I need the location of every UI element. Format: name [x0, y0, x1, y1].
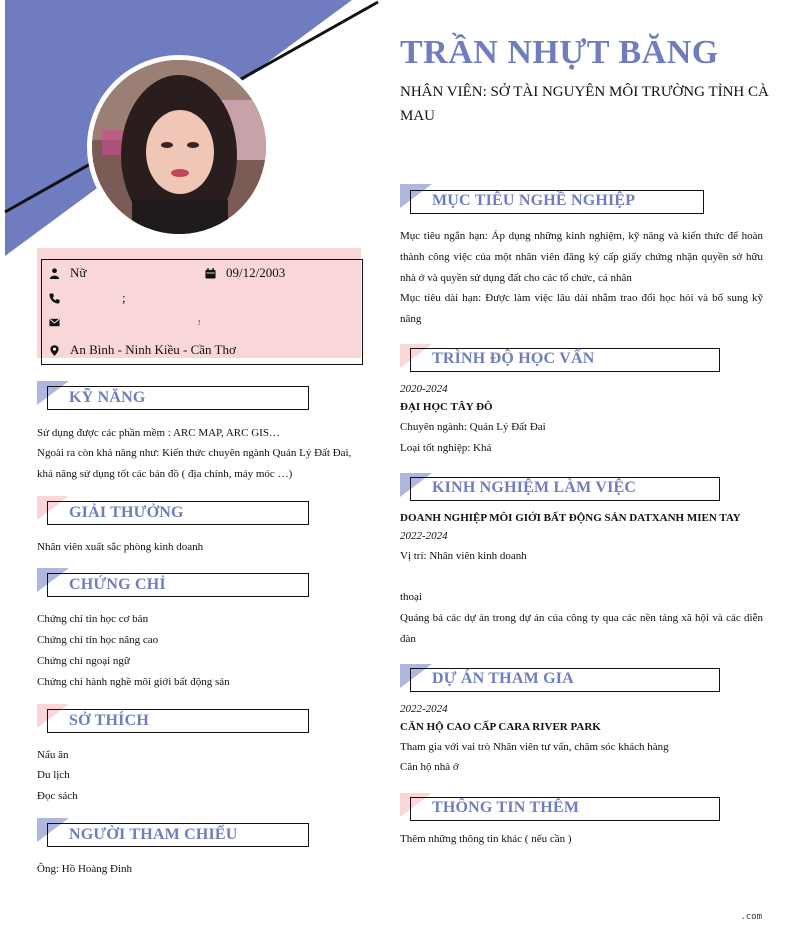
profile-photo — [87, 55, 271, 239]
experience-company: DOANH NGHIỆP MÔI GIỚI BẤT ĐỘNG SẢN DATXANH MIEN TAY — [400, 512, 741, 524]
phone-value: ; — [122, 290, 126, 305]
education-period: 2020-2024 — [400, 383, 448, 395]
mail-icon — [49, 317, 60, 328]
hobby-line: Đọc sách — [37, 790, 78, 802]
experience-note: thoại — [400, 591, 422, 603]
address-row — [49, 342, 236, 358]
phone-icon — [49, 293, 60, 304]
experience-position: Vị trí: Nhân viên kinh doanh — [400, 550, 527, 562]
experience-period: 2022-2024 — [400, 530, 448, 542]
footer-watermark: .com — [740, 912, 762, 922]
certificate-line: Chứng chỉ hành nghề môi giới bất động sản — [37, 676, 230, 688]
candidate-title: NHÂN VIÊN: SỞ TÀI NGUYÊN MÔI TRƯỜNG TỈNH CÀ MAU — [400, 84, 769, 124]
certificate-line: Chứng chỉ tin học cơ bản — [37, 613, 149, 625]
birthdate-value: 09/12/2003 — [226, 265, 286, 280]
objective-long-term: Mục tiêu dài hạn: Được làm việc lâu dài nhằm trao đổi học hỏi và bổ sung kỹ năng — [400, 292, 763, 325]
skills-line: Sử dụng được các phần mềm : ARC MAP, ARC GIS… — [37, 427, 280, 439]
project-description: Căn hộ nhà ở — [400, 761, 459, 773]
phone-row — [49, 290, 126, 306]
address-value: An Bình - Ninh Kiều - Cần Thơ — [70, 342, 236, 357]
objective-short-term: Mục tiêu ngắn hạn: Áp dụng những kinh nghiệm, kỹ năng và kiến thức để hoàn thành công việc của một nhân viên đăng ký cấp giấy chứng nhận quyền sở hữu nhà ở và quyền sử dụng đất cho các tổ chức, cá nhân — [400, 230, 763, 284]
education-school: ĐẠI HỌC TÂY ĐÔ — [400, 401, 493, 413]
certificate-line: Chứng chỉ ngoại ngữ — [37, 655, 130, 667]
hobby-line: Nấu ăn — [37, 749, 69, 761]
gender-row — [49, 265, 86, 281]
project-role: Tham gia với vai trò Nhân viên tư vấn, chăm sóc khách hàng — [400, 741, 669, 753]
person-icon — [49, 268, 60, 279]
gender-value: Nữ — [70, 265, 87, 280]
skills-line: khả năng sử dụng tốt các bản đồ ( địa chính, máy móc …) — [37, 468, 293, 480]
certificate-line: Chứng chỉ tin học nâng cao — [37, 634, 159, 646]
calendar-icon — [205, 268, 216, 279]
education-grade: Loại tốt nghiệp: Khá — [400, 442, 492, 454]
project-name: CĂN HỘ CAO CẤP CARA RIVER PARK — [400, 721, 601, 733]
location-icon — [49, 345, 60, 356]
project-period: 2022-2024 — [400, 703, 448, 715]
extra-info-text: Thêm những thông tin khác ( nếu cần ) — [400, 833, 572, 845]
candidate-name: TRẦN NHỰT BĂNG — [400, 34, 719, 71]
reference-line: Ông: Hồ Hoàng Đinh — [37, 863, 133, 875]
hobby-line: Du lịch — [37, 769, 70, 781]
email-value: ! — [198, 318, 201, 327]
birthdate-row — [205, 265, 285, 281]
experience-description: Quảng bá các dự án trong dự án của công ty qua các nền tảng xã hội và các diễn đàn — [400, 612, 763, 645]
email-row — [49, 317, 200, 328]
education-major: Chuyên ngành: Quản Lý Đất Đai — [400, 421, 546, 433]
skills-line: Ngoài ra còn khả năng như: Kiến thức chuyên ngành Quản Lý Đất Đai, — [37, 447, 352, 459]
awards-line: Nhân viên xuất sắc phòng kinh doanh — [37, 541, 204, 553]
